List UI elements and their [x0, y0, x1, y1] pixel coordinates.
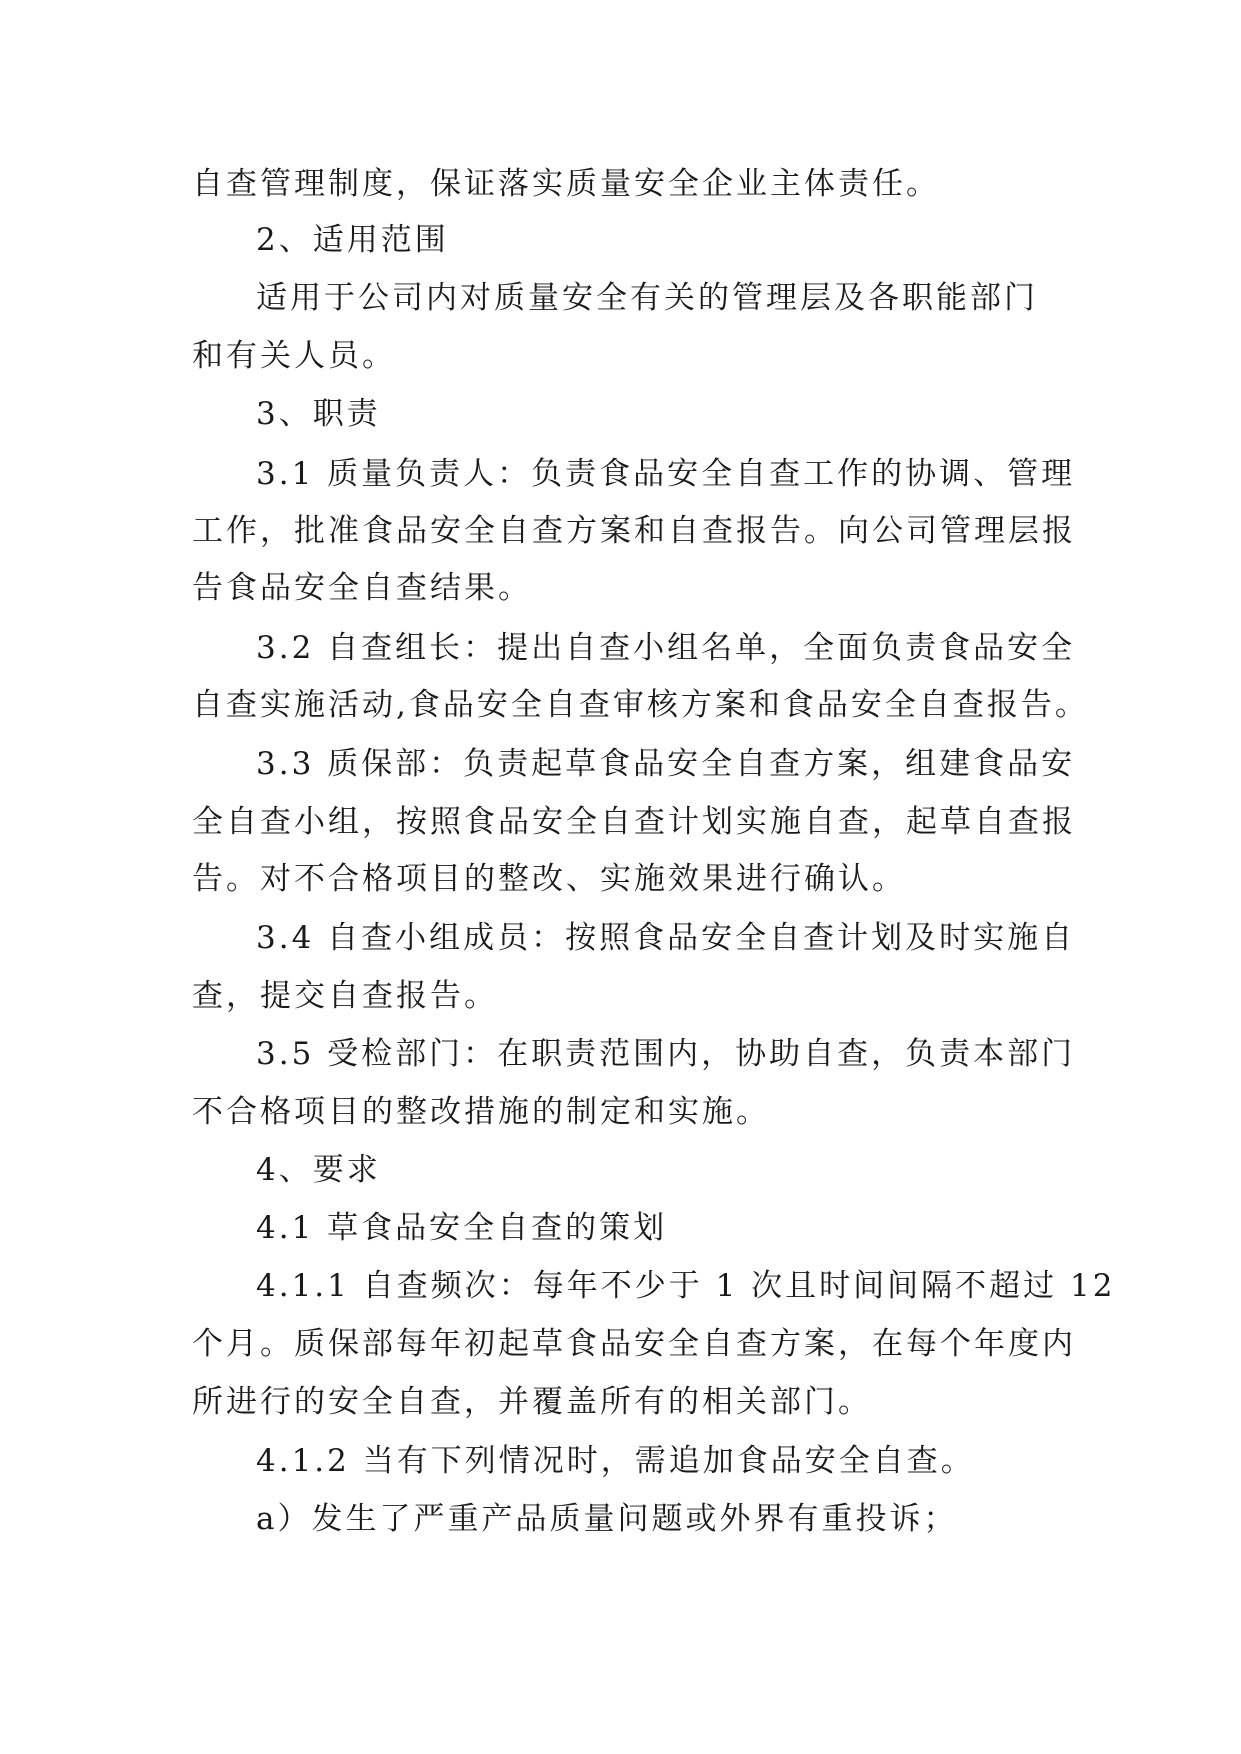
section-heading: 2、适用范围 — [256, 222, 449, 258]
paragraph-line: 3.2 自查组长：提出自查小组名单，全面负责食品安全 — [256, 630, 1076, 666]
paragraph-line: 告。对不合格项目的整改、实施效果进行确认。 — [192, 861, 906, 897]
paragraph-line: 3.4 自查小组成员：按照食品安全自查计划及时实施自 — [256, 920, 1076, 956]
paragraph-line: 和有关人员。 — [192, 338, 396, 374]
paragraph-line: 3.1 质量负责人：负责食品安全自查工作的协调、管理 — [256, 456, 1076, 492]
section-heading: 4、要求 — [256, 1152, 381, 1188]
paragraph-line: 自查实施活动,食品安全自查审核方案和食品安全自查报告。 — [192, 687, 1089, 723]
paragraph-line: 全自查小组，按照食品安全自查计划实施自查，起草自查报 — [192, 804, 1076, 840]
subsection-heading: 4.1 草食品安全自查的策划 — [256, 1210, 668, 1246]
paragraph-line: 3.5 受检部门：在职责范围内，协助自查，负责本部门 — [256, 1036, 1076, 1072]
paragraph-line: 工作，批准食品安全自查方案和自查报告。向公司管理层报 — [192, 513, 1076, 549]
paragraph-line: 不合格项目的整改措施的制定和实施。 — [192, 1094, 770, 1130]
paragraph-line: 个月。质保部每年初起草食品安全自查方案，在每个年度内 — [192, 1326, 1076, 1362]
paragraph-line: 3.3 质保部：负责起草食品安全自查方案，组建食品安 — [256, 746, 1076, 782]
paragraph-line: 4.1.2 当有下列情况时，需追加食品安全自查。 — [256, 1443, 975, 1479]
paragraph-line: 4.1.1 自查频次：每年不少于 1 次且时间间隔不超过 12 — [256, 1268, 1116, 1304]
paragraph-line: 查，提交自查报告。 — [192, 978, 498, 1014]
paragraph-line: 自查管理制度，保证落实质量安全企业主体责任。 — [192, 166, 940, 202]
paragraph-line: 告食品安全自查结果。 — [192, 570, 532, 606]
paragraph-line: 所进行的安全自查，并覆盖所有的相关部门。 — [192, 1384, 872, 1420]
paragraph-line: a）发生了严重产品质量问题或外界有重投诉； — [256, 1501, 958, 1537]
paragraph-line: 适用于公司内对质量安全有关的管理层及各职能部门 — [256, 280, 1038, 316]
section-heading: 3、职责 — [256, 396, 381, 432]
